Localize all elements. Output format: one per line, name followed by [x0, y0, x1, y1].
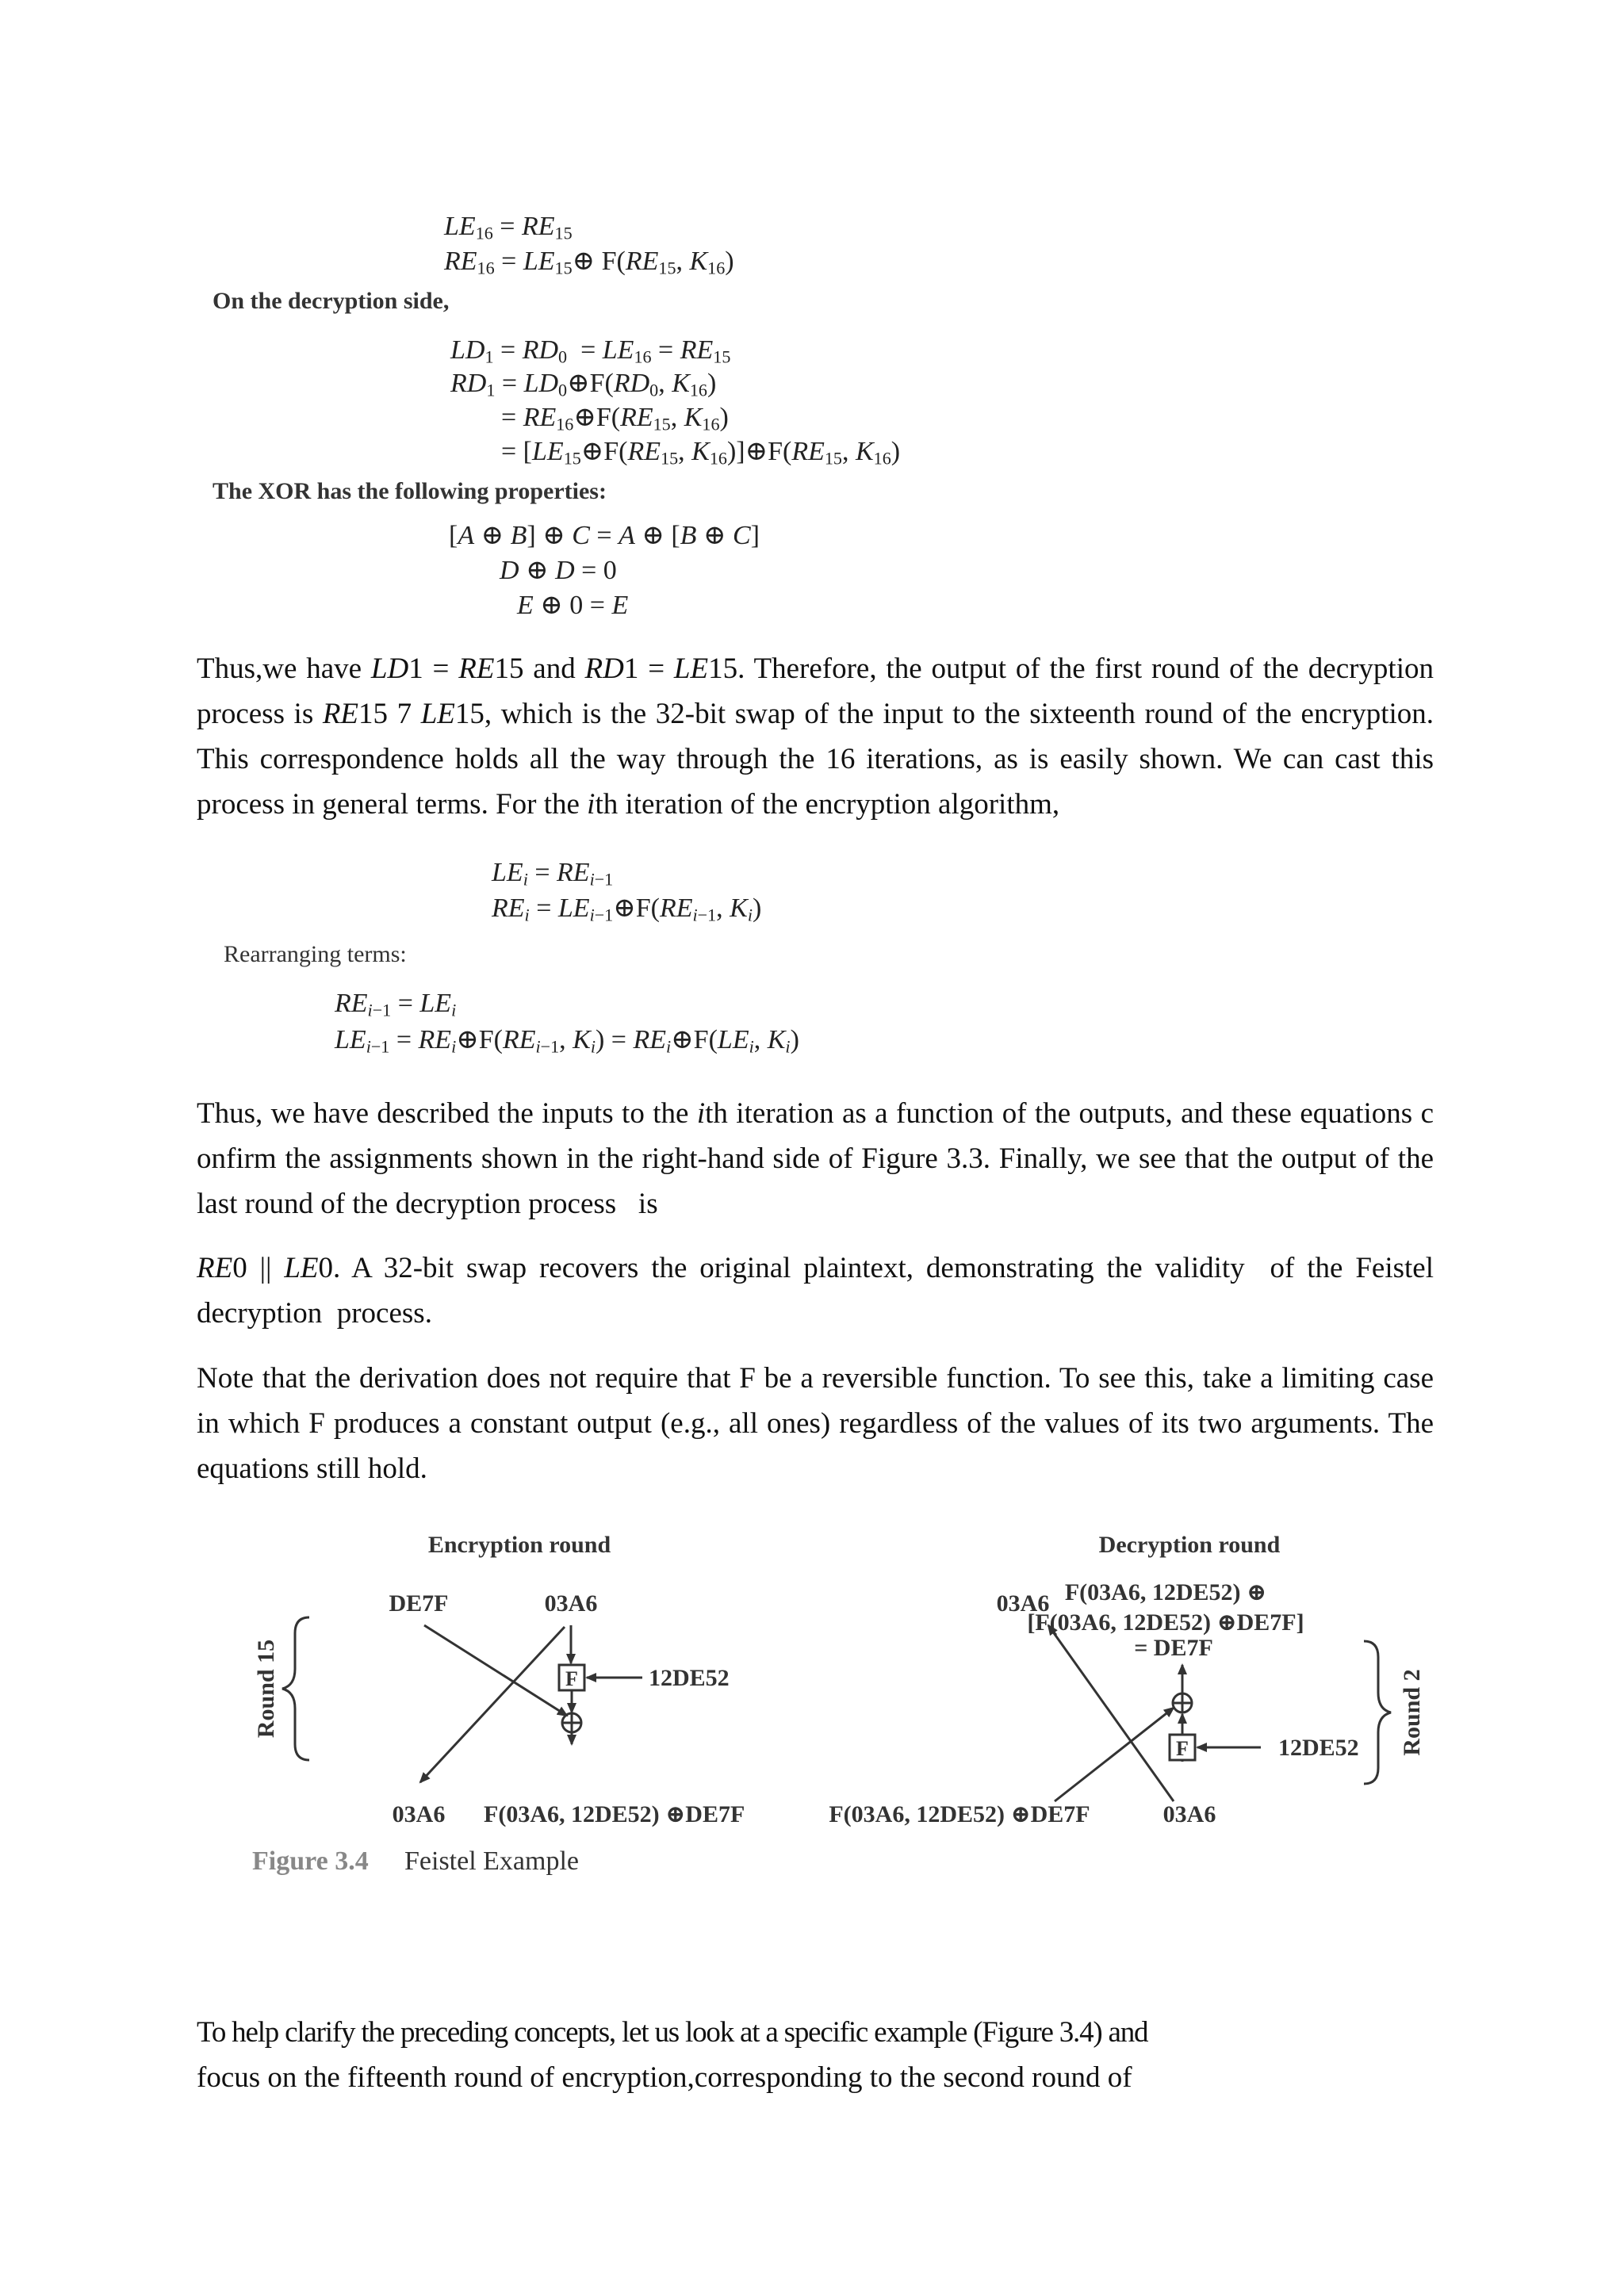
equation-rd1-step2: = $RE_{16}\oplus F(RE_{15}$, $K_{16}$) — [501, 403, 729, 434]
dec-key-label: 12DE52 — [1278, 1735, 1359, 1761]
xor-associative: [A ⊕ B] ⊕ C = A ⊕ [B ⊕ C] — [449, 521, 760, 550]
dec-top-line2: [F(03A6, 12DE52) ⊕DE7F] — [1027, 1609, 1304, 1636]
xor-identity: E ⊕ 0 = E — [517, 591, 629, 620]
paragraph-reversible-note: Note that the derivation does not require that F be a reversible function. To see this, take a limiting case in which F produces a constant output (e.g., all ones) regardless of the values of its two arguments. The equations still hold. — [197, 1362, 1434, 1485]
equation-rei: $RE_i$ = $LE_{i-1}\oplus F(RE_{i-1}$, $K_i$) — [492, 894, 762, 925]
equation-le16: $LE_{16} = RE_{15}$ — [444, 212, 573, 243]
dec-left-top-label: 03A6 — [996, 1590, 1050, 1617]
enc-right-input: 03A6 — [544, 1590, 598, 1617]
encryption-round-title: Encryption round — [427, 1532, 611, 1558]
equation-re16: $RE_{16}$ = $LE_{15}\oplus$ $F(RE_{15}$, $K_{16}$) — [444, 247, 734, 278]
feistel-example-figure — [0, 1506, 1624, 1982]
round-2-label: Round 2 — [1399, 1669, 1425, 1756]
equation-rd1: $RD_1$ = $LD_0\oplus F(RD_0$, $K_{16}$) — [450, 369, 717, 400]
xor-self-inverse: D ⊕ D = 0 — [500, 556, 617, 585]
paragraph-swap-recovers: RE0 || LE0. A 32-bit swap recovers the original plaintext, demonstrating the validity of the Feistel decryption process. — [197, 1252, 1434, 1330]
enc-f-label: F — [565, 1667, 578, 1690]
decryption-side-label: On the decryption side, — [213, 288, 450, 314]
enc-right-output: F(03A6, 12DE52) ⊕DE7F — [484, 1801, 745, 1827]
paragraph-example-line1: To help clarify the preceding concepts, let us look at a specific example (Figure 3.4) and — [197, 2016, 1148, 2049]
rearranging-label: Rearranging terms: — [224, 941, 407, 967]
enc-left-output: 03A6 — [392, 1801, 446, 1827]
paragraph-example-line2: focus on the fifteenth round of encryption,corresponding to the second round of — [197, 2061, 1132, 2094]
round-15-brace — [282, 1617, 309, 1760]
dec-top-line1: F(03A6, 12DE52) ⊕ — [1064, 1579, 1267, 1605]
round-15-label: Round 15 — [253, 1639, 279, 1739]
figure-caption-number: Figure 3.4 — [252, 1846, 369, 1876]
round-2-brace — [1364, 1641, 1391, 1784]
enc-left-input: DE7F — [389, 1590, 449, 1617]
dec-left-input: F(03A6, 12DE52) ⊕DE7F — [829, 1801, 1090, 1827]
enc-key-label: 12DE52 — [649, 1665, 730, 1691]
xor-properties-label: The XOR has the following properties: — [213, 478, 607, 504]
dec-top-line3: = DE7F — [1134, 1635, 1213, 1661]
decryption-round-title: Decryption round — [1098, 1532, 1281, 1558]
equation-rei-minus-1: $RE_{i-1} = LE_i$ — [335, 989, 457, 1020]
dec-cross-left-to-right — [1055, 1708, 1174, 1801]
dec-right-input: 03A6 — [1162, 1801, 1216, 1827]
equation-ld1: $LD_1 = RD_0 = LE_{16} = RE_{15}$ — [450, 335, 731, 367]
figure-caption-title: Feistel Example — [404, 1846, 580, 1876]
equation-lei: $LE_i = RE_{i-1}$ — [492, 858, 614, 890]
equation-rd1-step3: = [$LE_{15}\oplus F(RE_{15}$, $K_{16})]\oplus F(RE_{15}$, $K_{16}$) — [501, 437, 901, 469]
dec-f-label: F — [1176, 1737, 1189, 1760]
enc-cross-right-to-left — [420, 1627, 565, 1782]
equation-lei-minus-1: $LE_{i-1}$ = $RE_i\oplus F(RE_{i-1}$, $K_i$) = $RE_i\oplus F(LE_i$, $K_i$) — [335, 1025, 799, 1057]
paragraph-inputs-as-outputs: Thus, we have described the inputs to the ith iteration as a function of the outputs, and these equations c onfirm the assignments shown in the right-hand side of Figure 3.3. Finally, we see that the output of the last round of the decryption process is — [197, 1097, 1434, 1220]
paragraph-correspondence: Thus,we have LD1 = RE15 and RD1 = LE15. Therefore, the output of the first round of the decryption process is RE15 7 LE15, which is the 32-bit swap of the input to the sixteenth round of the encryption. This correspondence holds all the way through the 16 iterations, as is easily shown. We can cast this process in general terms. For the ith iteration of the encryption algorithm, — [197, 652, 1434, 821]
